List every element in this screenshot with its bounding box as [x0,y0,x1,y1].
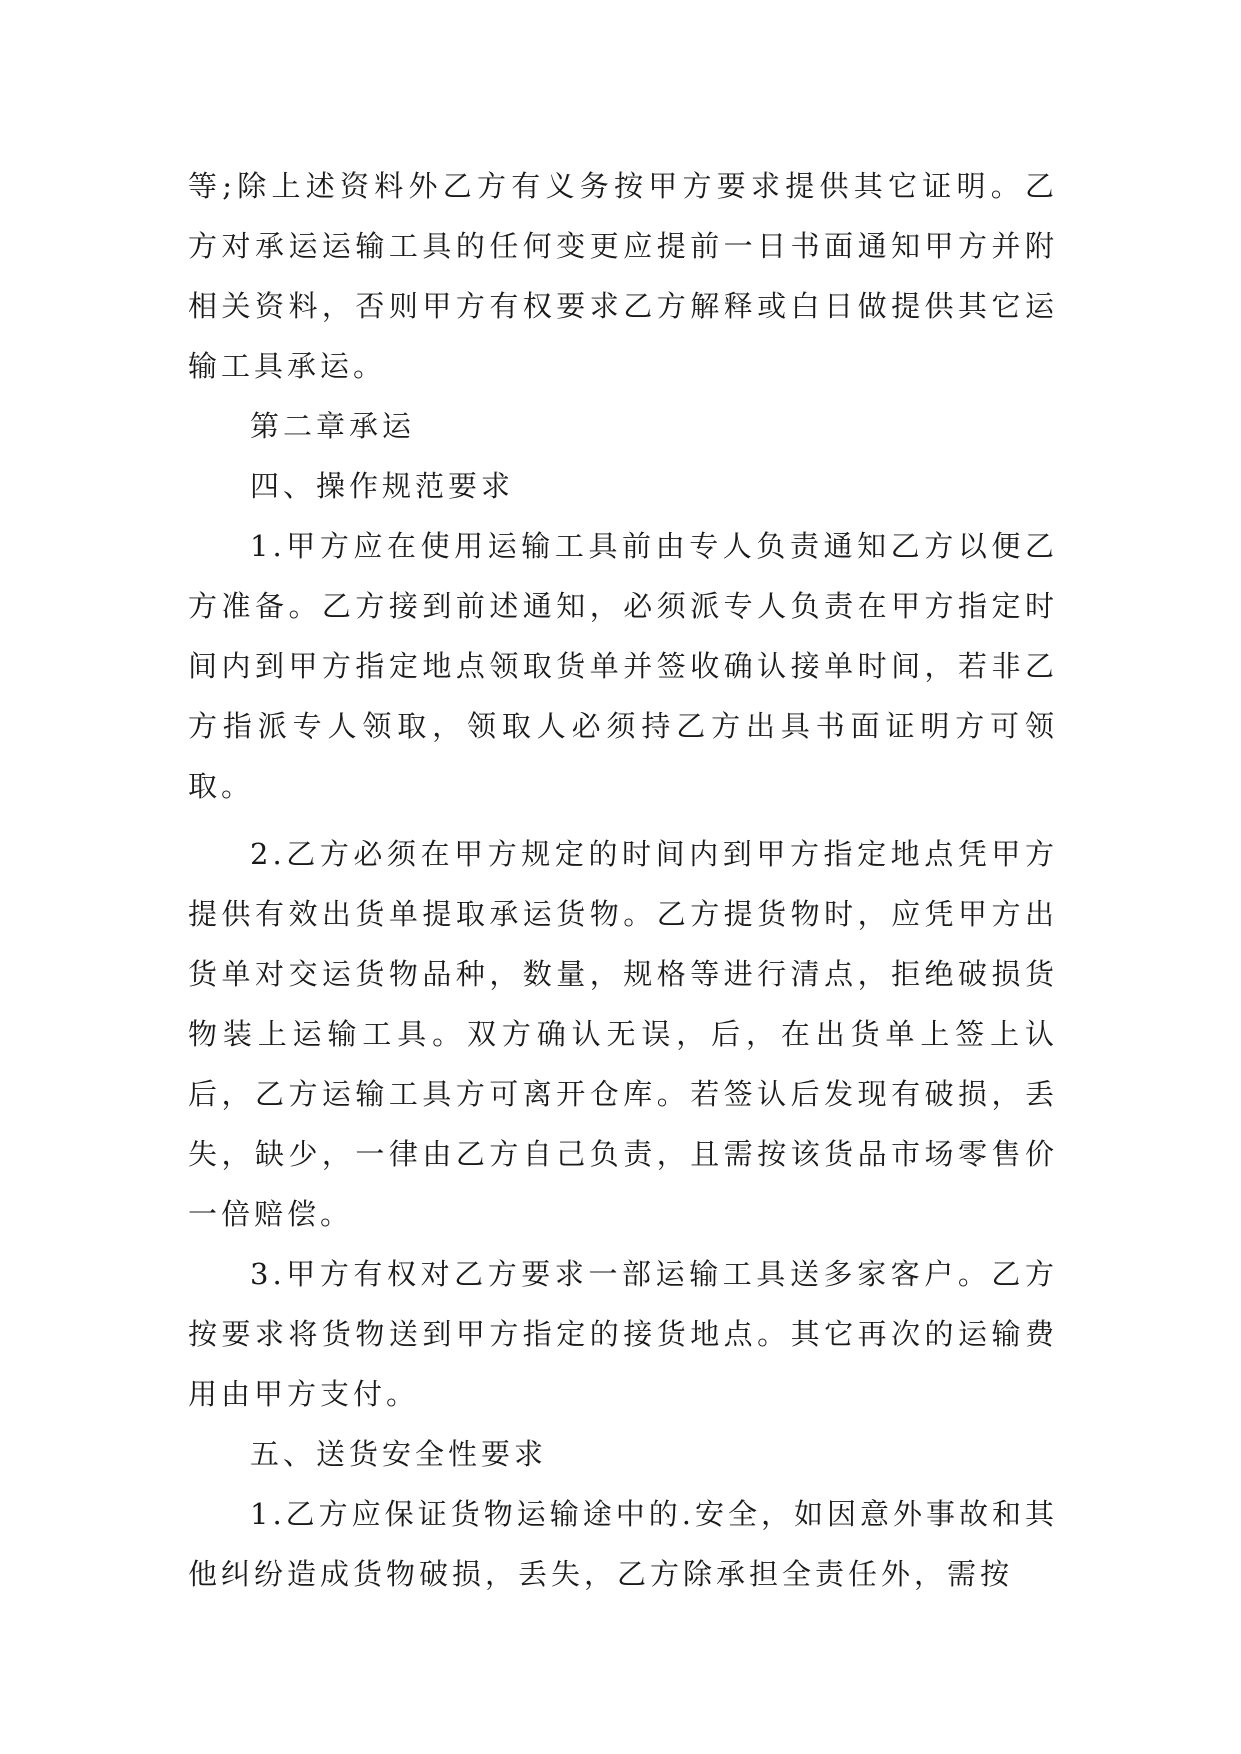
clause-4-3: 3.甲方有权对乙方要求一部运输工具送多家客户。乙方按要求将货物送到甲方指定的接货地点。其它再次的运输费用由甲方支付。 [188,1257,1058,1411]
clause-4-1: 1.甲方应在使用运输工具前由专人负责通知乙方以便乙方准备。乙方接到前述通知，必须派专人负责在甲方指定时间内到甲方指定地点领取货单并签收确认接单时间，若非乙方指派专人领取，领取人必须持乙方出具书面证明方可领取。 [188,529,1058,803]
clause-5-1: 1.乙方应保证货物运输途中的.安全，如因意外事故和其他纠纷造成货物破损，丢失，乙方除承担全责任外，需按 [188,1497,1058,1591]
document-body [188,156,1058,1604]
chapter-heading: 第二章承运 [250,409,416,443]
paragraph-continuation: 等;除上述资料外乙方有义务按甲方要求提供其它证明。乙方对承运运输工具的任何变更应提前一日书面通知甲方并附相关资料，否则甲方有权要求乙方解释或白日做提供其它运输工具承运。 [188,169,1058,383]
clause-4-2: 2.乙方必须在甲方规定的时间内到甲方指定地点凭甲方提供有效出货单提取承运货物。乙方提货物时，应凭甲方出货单对交运货物品种，数量，规格等进行清点，拒绝破损货物装上运输工具。双方确认无误，后，在出货单上签上认后，乙方运输工具方可离开仓库。若签认后发现有破损，丢失，缺少，一律由乙方自己负责，且需按该货品市场零售价一倍赔偿。 [188,837,1058,1231]
section-heading-4: 四、操作规范要求 [250,469,515,503]
section-heading-5: 五、送货安全性要求 [250,1437,548,1471]
